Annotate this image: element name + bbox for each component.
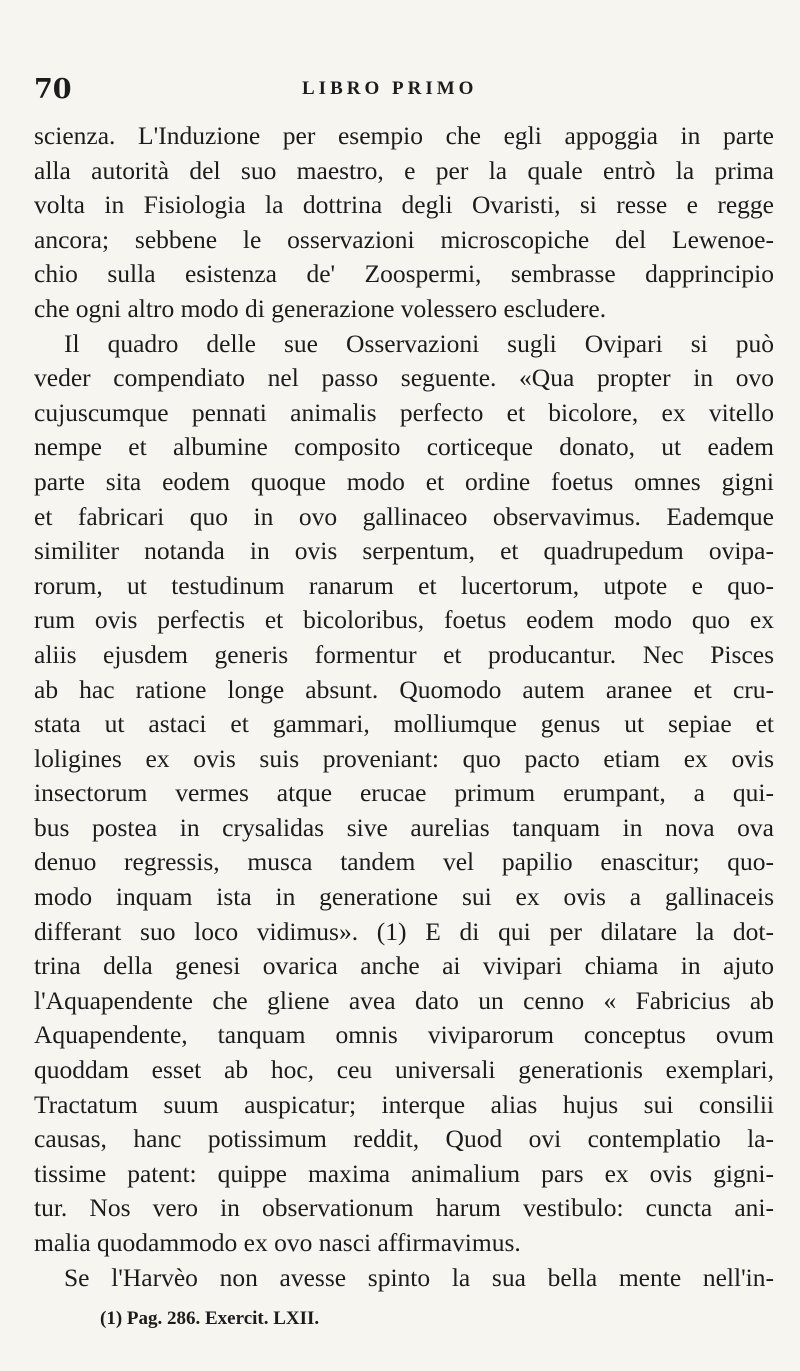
page-number: 70 <box>34 74 72 105</box>
text-line: similiter notanda in ovis serpentum, et quadrupedum ovipa- <box>34 536 774 566</box>
text-line: stata ut astaci et gammari, molliumque genus ut sepiae et <box>34 709 774 739</box>
text-line: parte sita eodem quoque modo et ordine foetus omnes gigni <box>34 466 774 496</box>
text-line: Il quadro delle sue Osservazioni sugli Ovipari si può <box>64 328 774 358</box>
text-line: modo inquam ista in generatione sui ex ovis a gallinaceis <box>34 882 774 912</box>
text-line: che ogni altro modo di generazione volessero escludere. <box>34 293 607 323</box>
text-line: volta in Fisiologia la dottrina degli Ovaristi, si resse e regge <box>34 190 774 220</box>
text-line: Se l'Harvèo non avesse spinto la sua bella mente nell'in- <box>64 1262 774 1292</box>
text-line: denuo regressis, musca tandem vel papilio enascitur; quo- <box>34 847 774 877</box>
text-line: et fabricari quo in ovo gallinaceo observavimus. Eademque <box>34 501 774 531</box>
text-line: l'Aquapendente che gliene avea dato un cenno « Fabricius ab <box>34 985 774 1015</box>
text-line: alla autorità del suo maestro, e per la quale entrò la prima <box>34 155 774 185</box>
text-line: aliis ejusdem generis formentur et producantur. Nec Pisces <box>34 639 774 669</box>
text-line: quoddam esset ab hoc, ceu universali generationis exemplari, <box>34 1055 774 1085</box>
text-line: ab hac ratione longe absunt. Quomodo autem aranee et cru- <box>34 674 774 704</box>
text-line: veder compendiato nel passo seguente. «Qua propter in ovo <box>34 363 774 393</box>
page-header <box>34 70 774 110</box>
text-line: rorum, ut testudinum ranarum et lucertorum, utpote e quo- <box>34 570 774 600</box>
text-line: chio sulla esistenza de' Zoospermi, sembrasse dapprincipio <box>34 259 774 289</box>
text-line: causas, hanc potissimum reddit, Quod ovi contemplatio la- <box>34 1124 774 1154</box>
text-line: Aquapendente, tanquam omnis viviparorum conceptus ovum <box>34 1020 774 1050</box>
footnote: (1) Pag. 286. Exercit. LXII. <box>100 1308 320 1329</box>
text-line: tissime patent: quippe maxima animalium pars ex ovis gigni- <box>34 1158 774 1188</box>
text-line: malia quodammodo ex ovo nasci affirmavimus. <box>34 1228 521 1257</box>
text-line: loligines ex ovis suis proveniant: quo pacto etiam ex ovis <box>34 743 774 773</box>
body-text <box>34 119 774 1295</box>
text-line: trina della genesi ovarica anche ai vivipari chiama in ajuto <box>34 951 774 981</box>
text-line: ancora; sebbene le osservazioni microscopiche del Lewenoe- <box>34 224 774 254</box>
text-line: cujuscumque pennati animalis perfecto et bicolore, ex vitello <box>34 397 774 427</box>
text-line: Tractatum suum auspicatur; interque alias hujus sui consilii <box>34 1089 774 1119</box>
text-line: rum ovis perfectis et bicoloribus, foetus eodem modo quo ex <box>34 605 774 635</box>
text-line: tur. Nos vero in observationum harum vestibulo: cuncta ani- <box>34 1193 774 1223</box>
text-line: differant suo loco vidimus». (1) E di qui per dilatare la dot- <box>34 916 774 946</box>
text-line: scienza. L'Induzione per esempio che egli appoggia in parte <box>34 121 774 150</box>
running-head: LIBRO PRIMO <box>302 78 478 99</box>
text-line: bus postea in crysalidas sive aurelias tanquam in nova ova <box>34 812 774 842</box>
text-line: nempe et albumine composito corticeque donato, ut eadem <box>34 432 774 462</box>
text-line: insectorum vermes atque erucae primum erumpant, a qui- <box>34 778 774 808</box>
